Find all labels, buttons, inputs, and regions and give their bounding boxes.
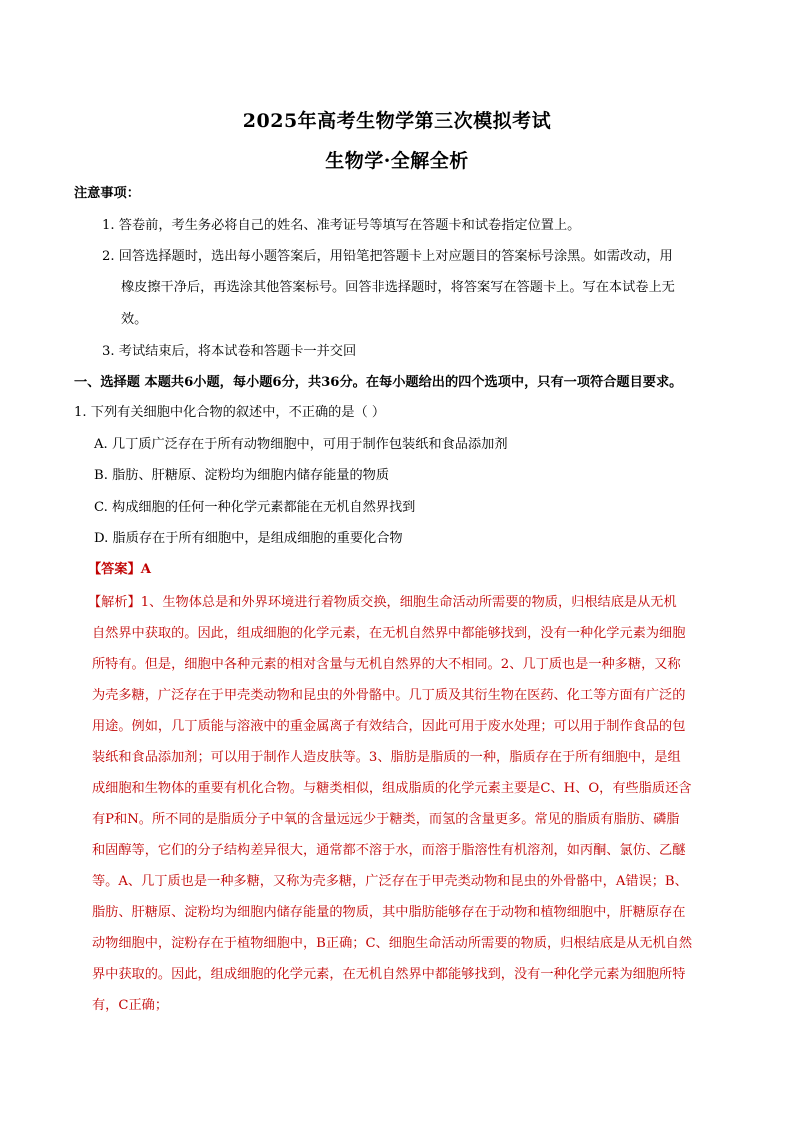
page-title: 2025年高考生物学第三次模拟考试: [242, 110, 552, 132]
notice-item-2: 2. 回答选择题时，选出每小题答案后，用铅笔把答题卡上对应题目的答案标号涂黑。如需改动，用: [102, 249, 673, 264]
section-heading: 一、选择题 本题共6小题，每小题6分，共36分。在每小题给出的四个选项中，只有一项符合题目要求。: [74, 375, 683, 390]
notice-item-2-cont2: 效。: [121, 312, 148, 327]
analysis-line: 【解析】1、生物体总是和外界环境进行着物质交换，细胞生命活动所需要的物质，归根结底是从无机: [88, 595, 677, 610]
notice-item-1: 1. 答卷前，考生务必将自己的姓名、准考证号等填写在答题卡和试卷指定位置上。: [102, 218, 581, 233]
option-b: B. 脂肪、肝糖原、淀粉均为细胞内储存能量的物质: [94, 468, 390, 483]
analysis-line: 自然界中获取的。因此，组成细胞的化学元素，在无机自然界中都能够找到，没有一种化学元素为细胞: [92, 626, 686, 641]
analysis-line: 有，C正确；: [92, 998, 169, 1013]
option-c: C. 构成细胞的任何一种化学元素都能在无机自然界找到: [94, 500, 416, 515]
analysis-line: 为壳多糖，广泛存在于甲壳类动物和昆虫的外骨骼中。几丁质及其衍生物在医药、化工等方面有广泛的: [92, 688, 686, 703]
analysis-line: 界中获取的。因此，组成细胞的化学元素，在无机自然界中都能够找到，没有一种化学元素为细胞所特: [92, 967, 686, 982]
notice-heading: 注意事项：: [74, 186, 140, 201]
analysis-line: 所特有。但是，细胞中各种元素的相对含量与无机自然界的大不相同。2、几丁质也是一种多糖，又称: [92, 657, 681, 672]
answer-label: 【答案】A: [88, 562, 151, 577]
notice-item-3: 3. 考试结束后，将本试卷和答题卡一并交回: [102, 344, 357, 359]
analysis-line: 动物细胞中，淀粉存在于植物细胞中，B正确；C、细胞生命活动所需要的物质，归根结底是从无机自然: [92, 936, 693, 951]
option-d: D. 脂质存在于所有细胞中，是组成细胞的重要化合物: [94, 531, 403, 546]
page-subtitle: 生物学·全解全析: [325, 150, 469, 172]
analysis-line: 有P和N。所不同的是脂质分子中氧的含量远远少于糖类，而氢的含量更多。常见的脂质有脂肪、磷脂: [92, 812, 680, 827]
analysis-line: 装纸和食品添加剂；可以用于制作人造皮肤等。3、脂肪是脂质的一种，脂质存在于所有细胞中，是组: [92, 750, 681, 765]
question-stem: 1. 下列有关细胞中化合物的叙述中，不正确的是（ ）: [74, 405, 386, 420]
analysis-line: 用途。例如，几丁质能与溶液中的重金属离子有效结合，因此可用于废水处理；可以用于制作食品的包: [92, 719, 686, 734]
analysis-line: 成细胞和生物体的重要有机化合物。与糖类相似，组成脂质的化学元素主要是C、H、O，有些脂质还含: [92, 781, 692, 796]
analysis-line: 脂肪、肝糖原、淀粉均为细胞内储存能量的物质，其中脂肪能够存在于动物和植物细胞中，肝糖原存在: [92, 905, 686, 920]
notice-item-2-cont: 橡皮擦干净后，再选涂其他答案标号。回答非选择题时，将答案写在答题卡上。写在本试卷上无: [121, 280, 675, 295]
analysis-line: 和固醇等，它们的分子结构差异很大，通常都不溶于水，而溶于脂溶性有机溶剂，如丙酮、氯仿、乙醚: [92, 843, 686, 858]
analysis-line: 等。A、几丁质也是一种多糖，又称为壳多糖，广泛存在于甲壳类动物和昆虫的外骨骼中，A错误；B、: [92, 874, 688, 889]
option-a: A. 几丁质广泛存在于所有动物细胞中，可用于制作包装纸和食品添加剂: [94, 437, 508, 452]
